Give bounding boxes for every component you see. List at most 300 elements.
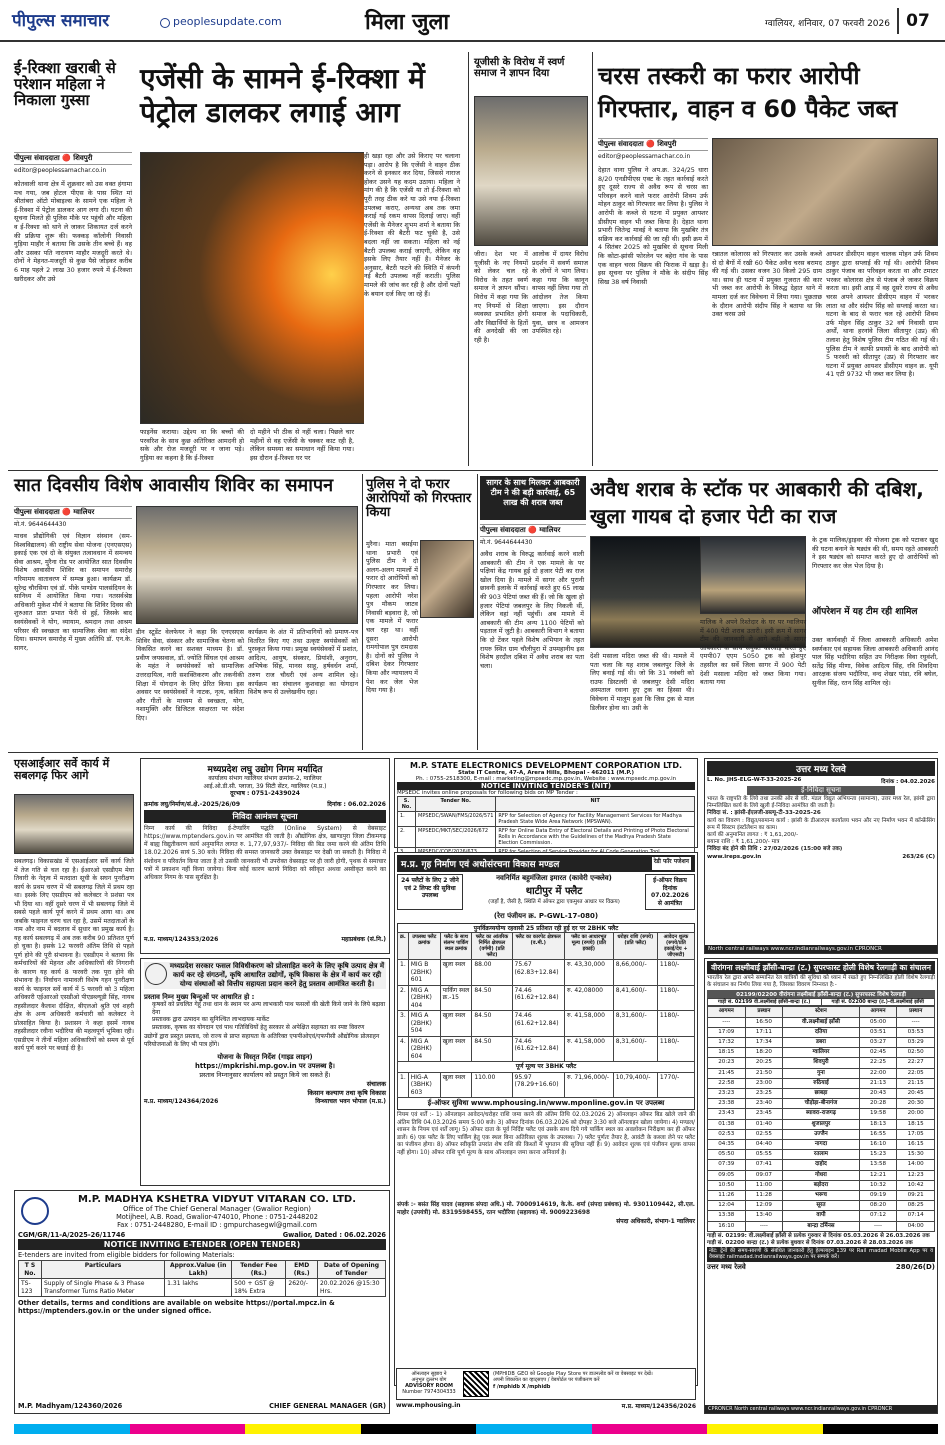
table-header: Approx.Value (in Lakh) xyxy=(165,1261,232,1279)
time-cell: 04:00 xyxy=(897,1221,935,1231)
ad-intro: MPSEDC invites online proposals for following bids on MP Tender : xyxy=(397,790,578,796)
station-cell: शिवपुरी xyxy=(783,1058,860,1068)
rail-tender-no: निविदा सं. : झांसी-ईएलजी-डब्ल्यू-टी-33-2025-26 xyxy=(707,810,821,817)
time-cell: 20:28 xyxy=(859,1099,897,1109)
time-cell: 20:25 xyxy=(745,1058,783,1068)
masthead xyxy=(0,0,945,42)
time-cell: ---- xyxy=(745,1221,783,1231)
table-row xyxy=(398,1036,695,1062)
hb-left-box: 24 फ्लैटों के लिए 2 जीने एवं 2 लिफ्ट की सुविधा उपलब्ध xyxy=(397,874,463,910)
time-cell: 20:30 xyxy=(897,1099,935,1109)
table-cell: 20.02.2026 @15:30 Hrs. xyxy=(317,1279,385,1297)
story2-column-1: जीरा। देश भर में यूजीसी के नए नियमों को लेकर चल रहे विरोध के तहत स्वर्ण समाज ने ज्ञापन सौंपा। विरोध में कहा गया कि नए नियमों से शिक्षा व्यवस्था प्रभावित होगी और विद्यार्थियों के हितों की अनदेखी की जा रही है। xyxy=(474,250,528,344)
qr-code-icon xyxy=(463,1371,489,1397)
table-cell: 75.67 (62.83+12.84) xyxy=(512,960,564,986)
table-header: Tender Fee (Rs.) xyxy=(232,1261,286,1279)
holi-special-train-ad xyxy=(704,958,938,1414)
time-cell: 17:32 xyxy=(708,1037,746,1047)
station-cell: डबरा xyxy=(783,1037,860,1047)
story6-tag: सागर के साथ मिलकर आबकारी टीम ने की बड़ी कार्रवाई, 65 लाख की शराब जब्त xyxy=(480,476,586,520)
train-b: गाड़ी सं. 02200 बान्द्रा (ट.)-वी.लक्ष्मीबाई झाँसी xyxy=(831,999,924,1005)
time-cell: 02:45 xyxy=(859,1048,897,1058)
hb-mid-1: नवनिर्मित बहुमंजिला इमारत (कावेरी एन्क्लेव) xyxy=(496,874,612,882)
table-header: फ्लैट का कारपेट क्षेत्रफल (व.मी.) xyxy=(512,933,564,960)
time-cell: 17:34 xyxy=(745,1037,783,1047)
hb-web[interactable]: ई-ऑफर सुविधा www.mphousing.in/www.mponline.gov.in पर उपलब्ध xyxy=(397,1098,695,1110)
time-cell: 15:23 xyxy=(859,1150,897,1160)
time-cell: 12:09 xyxy=(745,1201,783,1211)
time-cell: 23:45 xyxy=(745,1109,783,1119)
time-cell: 17:05 xyxy=(897,1129,935,1139)
story3-column-1: देहात थाना पुलिस ने अप.क्र. 324/25 धारा 8/20 एनडीपीएस एक्ट के तहत कार्रवाई करते हुए दूसरे राज्य से अवैध रूप से चरस का परिवहन करने वाले फरार आरोपी शिवम उर्फ मोहन ठाकुर को गिरफ्तार कर लिया है। पुलिस ने आरोपी के कब्जे से घटना में प्रयुक्त आयशर डीसीएम वाहन भी जब्त किया है। देहात थाना प्रभारी जितेन्द्र मावई ने बताया कि मुखबिर तंत्र सक्रिय कर कार्रवाई की जा रही थी। इसी क्रम में 4 सितंबर 2025 को मुखबिर से सूचना मिली कि कोटा-झांसी फोरलेन पर बहेरा गांव के पास एक वाहन चरस विक्रय की फिराक में खड़ा है। इस सूचना पर पुलिस ने मौके के संदीप सिंह सिख 38 वर्ष निवासी xyxy=(598,166,708,286)
table-row xyxy=(708,1027,935,1037)
table-cell: MPSEDC/SWAN/FMS/2026/571 xyxy=(416,812,496,827)
mpsedc-tender-ad xyxy=(394,758,698,848)
table-row xyxy=(708,1160,935,1170)
krishi-body-2: उद्योगों द्वारा प्रस्तुत प्रस्ताव, जो राज्य से प्राप्त सहायता के अतिरिक्त एफपीओएवं/एफपीसी औद्योगिक प्रोत्साहन परियोजनाओं के लिए भी पात्र होंगे। xyxy=(144,1033,380,1048)
table-cell: RFP for Selection of Agency for Facility Management Services for Madhya Pradesh State Wide Area Network (MPSWAN). xyxy=(496,812,695,827)
table-cell: 88.00 xyxy=(472,960,512,986)
table-header: फ्लैट का आधारभूत मूल्य (रुपये) (प्रति इकाई) xyxy=(564,933,613,960)
time-cell: 23:40 xyxy=(745,1099,783,1109)
table-row xyxy=(708,1088,935,1098)
hb-title: म.प्र. गृह निर्माण एवं अधोसंरचना विकास मण्डल xyxy=(401,860,560,870)
helpline-t4: Number 7974304333 xyxy=(402,1389,456,1395)
table-row xyxy=(708,1058,935,1068)
hb-subhead: पुनर्विक्रय्ययोग्य रहवासी 25 प्रतिशत रही हुई दर पर 2BHK फ्लैट xyxy=(397,923,695,932)
time-cell: 12:23 xyxy=(897,1170,935,1180)
table-cell: 74.46 (61.62+12.84) xyxy=(512,985,564,1011)
helpline-social: f /mphidb X /mphidb xyxy=(493,1383,551,1390)
table-header-row xyxy=(19,1261,386,1279)
train-foot xyxy=(707,1263,935,1272)
table-cell: खुला स्थल xyxy=(440,960,472,986)
color-swatch xyxy=(823,1424,939,1434)
table-cell: 2. xyxy=(398,827,416,848)
ad-ref: क्रमांक लघु/निर्माण/सं.क्षे.-2025/26/09 xyxy=(144,800,240,808)
table-header: फ्लैट के साथ संलग्न पार्किंग स्थल क्रमांक xyxy=(440,933,472,960)
rail-emd: बयाना राशि : ₹ 1,61,200/- मात्र xyxy=(707,839,780,846)
table-header-row xyxy=(398,797,695,812)
hb-rules: नियम एवं शर्तें :- 1) ऑनलाइन आवेदन/धरोहर राशि जमा करने की अंतिम तिथि 02.03.2026 2) ऑनलाइन ऑफर बिड खोले जाने की अंतिम तिथि 04.03.2026 समय 5:00 बजे। 3) ऑफर दिनांक 06.03.2026 को दोपहर 3:30 बजे ऑनलाइन खोला जायेगा। 4) मण्डल/शासन के नियम एवं शर्तें लागू। 5) ऑफर दाता के पूर्व निर्दिष्ट फ्लैट एवं उसके साथ दिये गये पार्किंग स्थल का अवलोकन निरीक्षण कर ही ऑफर डालें। 6) एक फ्लैट के लिए पार्किंग हेतु एक स्थल बिना अतिरिक्त शुल्क के उपलब्ध। 7) फ्लैट पूर्णतः तैयार है, आवंटी के कब्जा लेने पर फ्लैट का पंजीयन होगा। 8) ऑफर स्वीकृति उपरांत शेष राशि की किश्तों में भुगतान की सुविधा नहीं है। 9) आवेदन शुल्क एवं पंजीयन शुल्क वापस नहीं होगा। 10) ऑफर राशि पूर्ण मूल्य के साथ ऑनलाइन जमा करना अनिवार्य है। xyxy=(397,1112,695,1156)
time-cell: 18:15 xyxy=(897,1119,935,1129)
table-header: धरोहर राशि (रुपये) (प्रति फ्लैट) xyxy=(613,933,657,960)
time-cell: 21:13 xyxy=(859,1078,897,1088)
station-cell: गोधरा xyxy=(783,1170,860,1180)
byline-phone: मो.नं. 9644644430 xyxy=(14,521,67,528)
table-header: T S No. xyxy=(19,1261,42,1279)
helpline-t6: अपनी शिकायत का व्हाट्सएप / वेबपोर्टल पर पंजीकरण करें xyxy=(493,1377,600,1384)
time-cell: 09:07 xyxy=(745,1170,783,1180)
story6-headline: अवैध शराब के स्टॉक पर आबकारी की दबिश, खुला गायब दो हजार पेटी का राज xyxy=(590,477,924,528)
station-cell: शुजालपुर xyxy=(783,1119,860,1129)
table-row xyxy=(708,1037,935,1047)
table-header: आगमन xyxy=(708,1007,746,1018)
nss-camp-photo xyxy=(136,506,358,624)
story6-column-4: उक्त कार्यवाही में जिला आबकारी अधिकारी अमेश स्वर्णकार एवं सहायक जिला आबकारी अधिकारी आनंद पाल सिंह भदौरिया सहित उप निरीक्षक विवा रघुवंशी, सतेंद्र सिंह मीणा, विवेक आदित्य सिंह, रवि शिवदिया आरक्षक संजय भदौरिया, वन्द शेखर पांडा, रवि बघेल, सुनील सिंह, रतन सिंह शामिल रहे। xyxy=(812,636,938,687)
station-cell: छाबड़ा xyxy=(783,1088,860,1098)
table-row xyxy=(398,812,695,827)
website-link[interactable]: peoplesupdate.com xyxy=(173,15,282,28)
time-cell: 04:40 xyxy=(745,1139,783,1149)
story6-column-2: देशी मसाला मदिरा जब्त की थी। मामले में पता चला कि यह शराब जबलपुर जिले के लिए बनाई गई थी। जो कि 31 नवंबरी को राउफ डिस्टलरी से जबलपुर देसी मदिरा अस्पताल रवाना हुए ट्रक का हिस्सा थी। विवेचना में मालूम हुआ कि जिस ट्रक से माल डिलीवर होना था। उसी के xyxy=(590,652,694,712)
time-cell: 01:40 xyxy=(745,1119,783,1129)
hb-contact: संपर्क :- बसंत सिंह यादव (सहायक संपदा अधि.) मो. 7000914619, के.के. शर्मा (संपदा प्रबंधक) मो. 9301109442, सी.एल. माहोर (उपयंत्री) मो. 8319598455, रतन भदौरिया (सहायक) मो. 9009223698 xyxy=(397,1202,695,1216)
table-header: क्र. xyxy=(398,933,409,960)
hb-rera: (रेरा पंजीयन क्र. P-GWL-17-080) xyxy=(493,912,599,920)
time-cell: 02:55 xyxy=(745,1129,783,1139)
table-cell: 8,41,600/- xyxy=(613,985,657,1011)
mpsedc-tender-table xyxy=(397,796,695,857)
time-cell: 13:38 xyxy=(708,1211,746,1221)
table-cell: 3. xyxy=(398,1011,409,1037)
table-cell: 2620/- xyxy=(286,1279,318,1297)
hb-tag: रेडी फॉर पजेशन xyxy=(652,857,691,870)
table-row xyxy=(708,1109,935,1119)
ad-footer-left: M.P. Madhyam/124360/2026 xyxy=(18,1402,123,1410)
housing-board-ad xyxy=(394,852,698,1386)
helpline-t1: ऑनलाइन सुझाव ने xyxy=(411,1371,447,1377)
table-header: प्रस्थान xyxy=(897,1007,935,1018)
table-header: Tender No. xyxy=(416,797,496,812)
ad-phone: दूरभाष : 0751-2439024 xyxy=(230,790,300,798)
side-headline-text: ई-रिक्शा खराबी से परेशान महिला ने निकाला गुस्सा xyxy=(14,59,116,110)
helpline-t2: अनुभूत दुल्लभ योग xyxy=(411,1377,447,1383)
rail-body: भारत के राष्ट्रपति के लिये तथा उनकी ओर से वरि. मंडल विद्युत अभियन्ता (सामान्य), उत्तर मध्य रेल, झांसी द्वारा निम्नलिखित कार्य के लिये खुली ई-निविदा आमंत्रित की जाती है। xyxy=(707,796,935,810)
krishi-submit-line: प्रस्ताव निम्नानुसार कार्यालय को प्रस्तुत किये जा सकते हैं। xyxy=(199,1070,331,1079)
ad-title: M.P. STATE ELECTRONICS DEVELOPMENT CORPORATION LTD. xyxy=(409,761,683,770)
color-swatch xyxy=(245,1424,361,1434)
ad-notice-bar: NOTICE INVITING E-TENDER (OPEN TENDER) xyxy=(18,1239,386,1250)
time-cell: 22:27 xyxy=(897,1058,935,1068)
station-cell: ग्वालियर xyxy=(783,1048,860,1058)
table-cell: 1.31 lakhs xyxy=(165,1279,232,1297)
table-row xyxy=(398,1011,695,1037)
table-row xyxy=(708,1099,935,1109)
table-header-row xyxy=(708,1007,935,1018)
table-cell: 8,66,000/- xyxy=(613,960,657,986)
table-header: प्रस्थान xyxy=(745,1007,783,1018)
time-cell: 11:28 xyxy=(745,1190,783,1200)
time-cell: 10:42 xyxy=(897,1180,935,1190)
table-header: स्टेशन xyxy=(783,1007,860,1018)
table-cell: 1180/- xyxy=(657,1036,694,1062)
hb-footer-right: म.प्र. माध्यम/124356/2026 xyxy=(621,1403,696,1410)
arrest-photo xyxy=(712,138,938,246)
table-cell: MPSEDC/MKT/SEC/2026/672 xyxy=(416,827,496,848)
hb-top xyxy=(397,874,695,910)
story4-column-1: माधव प्रौद्योगिकी एवं विज्ञान संस्थान (सम-विश्वविद्यालय) की राष्ट्रीय सेवा योजना (एनएसएस) इकाई एक एवं दो के संयुक्त तत्वावधान में समन्वय सेवा आश्रम, मुरैना रोड पर आयोजित सात दिवसीय विशेष आवासीय शिविर का समापन समारोह गरिमामय वातावरण में सम्पन्न हुआ। कार्यक्रम डॉ. सुरेन्द्र चौरसिया एवं डॉ. पीके पाण्डेय पालसंदियन के सानिध्य में आयोजित किया गया। नतसर्वश्रेष्ठ अधिकारी मुकेश मौर्य ने बताया कि शिविर दिवस की शुरुआत प्रातः प्रभात फेरी से हुई, जिसके बाद स्वयंसेवकों ने योग, व्यायाम, श्रमदान तथा आश्रम परिसर की स्वच्छता का सामाजिक सेवा का संदेश दिया। समापन समारोह में मुख्य अतिथि डॉ. एन.के. सागर, xyxy=(14,532,132,652)
table-cell: 1180/- xyxy=(657,1011,694,1037)
time-cell: 07:41 xyxy=(745,1160,783,1170)
table-row xyxy=(708,1119,935,1129)
train-timetable xyxy=(707,1006,935,1232)
krishi-guideline-link[interactable]: https://mpkrishi.mp.gov.in पर उपलब्ध है। xyxy=(194,1061,335,1070)
table-cell: 500 + GST @ 18% Extra xyxy=(232,1279,286,1297)
byline-text: पीपुल्स संवाददाता 🔴 ग्वालियर xyxy=(14,506,132,519)
ad-footer-right: CHIEF GENERAL MANAGER (GR) xyxy=(269,1402,386,1410)
color-swatch xyxy=(476,1424,592,1434)
rail-web-line xyxy=(707,854,935,860)
table-row xyxy=(708,1078,935,1088)
helpline-t3: ADVISORY ROOM xyxy=(405,1383,453,1389)
laghu-udyog-tender-ad xyxy=(140,758,390,954)
train-helpline: नोट: ट्रेनों की समय-सारणी के संबंधित जानकारी हेतु हेल्पलाइन 139 पर Rail madad Mobile App पर व वेबसाइट railmadad.indianrailways.gov.in पर सम्पर्क करें। xyxy=(709,1247,933,1261)
table-header: आवेदन शुल्क (रुपये/प्रति इकाई/देय + जीएसटी) xyxy=(657,933,694,960)
table-cell: 95.97 (78.29+16.60) xyxy=(512,1072,564,1098)
story4-column-3: कार्यक्रम के अंत में प्रतिभागियों को प्रमाण-पत्र वितरित किए गए तथा उत्कृष्ट स्वयंसेवकों को पुरस्कृत किया गया। प्रमुख स्वयंसेवकों में प्रशांत, आदित्य, आयुष, संस्कार, प्रियांशी, अनुराग, अभिषेक सिंह, मानस साहू, हर्षवर्धन शर्मा, तरुण राज चौधरी एवं अन्य शामिल रहे। कार्यक्रम का संचालन कुशवाहा का योगदान विशेष रूप से उल्लेखनीय रहा। xyxy=(248,628,358,697)
story7-headline: एसआईआर सर्वे कार्य में सबलगढ़ फिर आगे xyxy=(14,757,110,782)
table-row xyxy=(398,827,695,848)
mpmkvvcl-tender-ad xyxy=(14,1190,390,1414)
table-subhead-row xyxy=(398,1062,695,1073)
rail-code: 263/26 (C) xyxy=(902,853,935,860)
ad-ref: CGM/GR/11-A/2025-26/11746 xyxy=(18,1231,126,1239)
table-row xyxy=(708,1150,935,1160)
hb-middle xyxy=(466,874,642,910)
story3-headline: चरस तस्करी का फरार आरोपी गिरफ्तार, वाहन व 60 पैकेट जब्त xyxy=(598,62,898,123)
time-cell: 10:50 xyxy=(708,1180,746,1190)
hb-mid-2: थाटीपुर में फ्लैट xyxy=(525,886,583,897)
time-cell: 18:13 xyxy=(859,1119,897,1129)
time-cell: 11:26 xyxy=(708,1190,746,1200)
rule xyxy=(8,752,938,753)
ad-foot-note: Other details, terms and conditions are available on website https://portal.mpcz.in & https://mptenders.gov.in or the under signed office. xyxy=(18,1299,335,1315)
table-header: S. No. xyxy=(398,797,416,812)
table-cell: 110.00 xyxy=(472,1072,512,1098)
color-swatch xyxy=(592,1424,708,1434)
page-number: 07 xyxy=(897,8,937,34)
table-cell: पार्किंग स्थल क्र.-15 xyxy=(440,985,472,1011)
table-cell: TS-123 xyxy=(19,1279,42,1297)
time-cell: 04:35 xyxy=(708,1139,746,1149)
table-cell: रु. 41,58,000 xyxy=(564,1036,613,1062)
rule xyxy=(477,474,478,750)
train-direction-row xyxy=(707,998,935,1006)
rule xyxy=(592,52,593,466)
helpline-box xyxy=(396,1368,696,1400)
ad-title: M.P. MADHYA KSHETRA VIDYUT VITARAN CO. LTD. xyxy=(77,1194,357,1205)
hb-mid-3: (जहाँ है, जैसी है, स्थिति में ऑफर द्वारा एकमुश्त आधार पर विक्रय) xyxy=(488,899,620,905)
time-cell: 22:25 xyxy=(859,1058,897,1068)
color-swatch xyxy=(361,1424,477,1434)
table-cell: RFP for Online Data Entry of Electoral Details and Printing of Photo Electoral Rolls in Accordance with the Guidelines of the Madhya Pradesh State Election Commission. xyxy=(496,827,695,848)
time-cell: 19:58 xyxy=(859,1109,897,1119)
table-header: फ्लैट का आंतरिक निर्मित क्षेत्रफल (वर्गमी) (प्रति फ्लैट) xyxy=(472,933,512,960)
time-cell: 02:53 xyxy=(708,1129,746,1139)
rail-subtitle: ई-निविदा सूचना xyxy=(747,786,895,795)
time-cell: 23:38 xyxy=(708,1099,746,1109)
krishi-guideline: योजना के विस्तृत निर्देश (गाइड लाइन) xyxy=(217,1052,313,1061)
story2-headline: यूजीसी के विरोध में स्वर्ण समाज ने ज्ञापन दिया xyxy=(474,57,565,79)
side-headline xyxy=(14,60,132,152)
table-cell: 84.50 xyxy=(472,1036,512,1062)
station-cell: उज्जैन xyxy=(783,1129,860,1139)
byline-text: पीपुल्स संवाददाता 🔴 शिवपुरी xyxy=(598,138,708,151)
station-cell: चौड़ोड़ा-बीनागंज xyxy=(783,1099,860,1109)
station-cell: गुना xyxy=(783,1068,860,1078)
color-swatch xyxy=(707,1424,823,1434)
table-row xyxy=(708,1221,935,1231)
time-cell: 13:40 xyxy=(745,1211,783,1221)
table-cell: 10,79,400/- xyxy=(613,1072,657,1098)
train-note-2: गाड़ी सं. 02200 बान्द्रा (ट.) से प्रत्येक बुधवार से दिनांक 07.03.2026 से 28.03.2026 तक xyxy=(707,1239,913,1246)
time-cell: 09:21 xyxy=(897,1190,935,1200)
hb-title-bar xyxy=(397,855,695,872)
table-cell: 1180/- xyxy=(657,960,694,986)
table-cell: 84.50 xyxy=(472,1011,512,1037)
table-cell: रु. 42,08000 xyxy=(564,985,613,1011)
ad-footer xyxy=(18,1402,386,1410)
story3-column-2: रन्नातल कोलारस को गिरफ्तार कर उसके कब्जे से दो बैगों में रखी 60 पैकेट अवैध चरस बरामद की गई थी। उसका वजन 30 किलो 295 ग्राम था। साथ ही घटना में प्रयुक्त गुजरात की कार भी जब्त कर आरोपी के विरुद्ध देहात थाने में मामला दर्ज कर विवेचना में लिया गया। पूछताछ के दौरान आरोपी संदीप सिंह ने बताया था कि उक्त चरस उसे xyxy=(712,250,822,319)
krishi-emblem-icon xyxy=(145,963,167,985)
table-row xyxy=(708,1180,935,1190)
train-foot-text: उत्तर मध्य रेलवे xyxy=(707,1262,746,1271)
table-cell: खुला स्थल xyxy=(440,1011,472,1037)
rail-header-bar: उत्तर मध्य रेलवे xyxy=(707,761,935,776)
story4-column-2: डीन स्टूडेंट वेलफेयर ने कहा कि एनएसएस शिविर सेवा, संस्कार और सामाजिक चेतना को विकसित करने का सशक्त माध्यम है। डॉ. प्रवीण जयसवाल, डॉ. ज्योति सिंघल एवं आश्रम के महंत ने स्वयंसेवकों को सामाजिक उत्तरदायित्व, नारी सशक्तिकरण और तकनीकी शिक्षा में योगदान के लिए प्रेरित किया। इस अवसर पर स्वयंसेवकों ने नाटक, नृत्य, कविता और गीतों के माध्यम से स्वच्छता, योग, नशामुक्ति और डिजिटल साक्षरता पर संदेश दिए। xyxy=(136,628,244,722)
issue-date: ग्वालियर, शनिवार, 07 फरवरी 2026 xyxy=(765,19,890,29)
station-cell: रतलाम xyxy=(783,1150,860,1160)
krishi-footer-right: विन्ध्याचल भवन भोपाल (म.प्र.) xyxy=(315,1097,386,1105)
hb-office: संपदा अधिकारी, संभाग-1 ग्वालियर xyxy=(616,1218,695,1226)
station-cell: ब्यावरा-राजगढ़ xyxy=(783,1109,860,1119)
rail-ref: L. No. JHS-ELG-W-T-33-2025-26 xyxy=(707,777,802,783)
rail-website[interactable]: www.ireps.gov.in xyxy=(707,853,762,860)
table-cell: 1180/- xyxy=(657,985,694,1011)
train-ad-body: भारतीय रेल द्वारा अपने सम्मानित रेल यात्रियों की सुविधा को ध्यान में रखते हुए निम्नलिखित होली विशेष रेलगाड़ी के संचालन का निर्णय लिया गया है, जिसका विवरण निम्नवत है:- xyxy=(707,975,935,988)
time-cell: 12:04 xyxy=(708,1201,746,1211)
ad-notice-bar: निविदा आमंत्रण सूचना xyxy=(144,810,386,823)
table-cell: 8,31,600/- xyxy=(613,1036,657,1062)
table-row xyxy=(708,1068,935,1078)
story1-right-column: ही खड़ा रहा और उसे किराए पर चलाना पड़ा। आरोप है कि एजेंसी ने वाहन ठीक करने से इनकार कर दिया, जिससे नाराज होकर उसने यह कदम उठाया। महिला ने मांग की है कि एजेंसी या तो ई-रिक्शा को पूरी तरह ठीक करे या उसे नया ई-रिक्शा उपलब्ध कराए, अन्यथा अब तक जमा कराई गई रकम वापस दिलाई जाए। वहीं एजेंसी के मैनेजर शुभम शर्मा ने बताया कि ई-रिक्शा की बैटरी फट चुकी है, उसे बदला नहीं जा सकता। महिला को नई बैटरी उपलब्ध कराई जाएगी, लेकिन वह इसके लिए तैयार नहीं है। मैनेजर के अनुसार, बैटरी फटने की स्थिति में कंपनी नई बैटरी उपलब्ध नहीं कराती। पुलिस मामले की जांच कर रही है और दोनों पक्षों के बयान दर्ज किए जा रहे हैं। xyxy=(364,152,460,468)
hb-footer xyxy=(396,1402,696,1414)
time-cell: 16:15 xyxy=(897,1139,935,1149)
time-cell: 18:20 xyxy=(745,1048,783,1058)
rail-closing: निविदा बंद होने की तिथि : 27/02/2026 (15:00 बजे तक) xyxy=(707,846,843,853)
police-arrest-photo xyxy=(420,540,474,618)
time-cell: 07:14 xyxy=(897,1211,935,1221)
byline-text: पीपुल्स संवाददाता 🔴 ग्वालियर xyxy=(480,524,586,537)
table-subhead: पूर्ण मूल्य पर 3BHK फ्लैट xyxy=(398,1062,695,1073)
table-cell: MIG B (2BHK) 601 xyxy=(408,960,440,986)
krishi-dept: किसान कल्याण तथा कृषि विकास xyxy=(307,1088,386,1097)
byline-email: editor@peoplessamachar.co.in xyxy=(14,167,107,174)
time-cell: 13:58 xyxy=(859,1160,897,1170)
mpmkvvcl-logo-icon xyxy=(21,1197,49,1225)
krishi-footer xyxy=(144,1097,386,1105)
time-cell: ---- xyxy=(897,1017,935,1027)
time-cell: 11:00 xyxy=(745,1180,783,1190)
table-cell: Supply of Single Phase & 3 Phase Transformer Turns Ratio Meter xyxy=(42,1279,165,1297)
time-cell: 07:12 xyxy=(859,1211,897,1221)
byline-text: पीपुल्स संवाददाता 🔴 शिवपुरी xyxy=(14,152,132,165)
time-cell: 01:38 xyxy=(708,1119,746,1129)
table-row xyxy=(19,1279,386,1297)
krishi-point-2: प्रस्तावक द्वारा उत्पादन का सुनिश्चित लाभदायक मार्केट xyxy=(152,1016,270,1024)
story3-byline xyxy=(598,138,708,162)
time-cell: 09:19 xyxy=(859,1190,897,1200)
ad-contact: Fax : 0751-2448280, E-mail ID : gmpurchasegwl@gmail.com xyxy=(117,1221,317,1229)
table-header: उपलब्ध फ्लैट क्रमांक xyxy=(408,933,440,960)
story4-headline: सात दिवसीय विशेष आवासीय शिविर का समापन xyxy=(14,475,334,496)
ad-refline xyxy=(144,800,386,808)
station-cell: दतिया xyxy=(783,1027,860,1037)
time-cell: 15:30 xyxy=(897,1150,935,1160)
table-row xyxy=(708,1211,935,1221)
train-foot-code: 280/26(D) xyxy=(895,1262,935,1271)
time-cell: 10:32 xyxy=(859,1180,897,1190)
story1-column-1: कोतवाली थाना क्षेत्र में शुक्रवार को उस वक्त हंगामा मच गया, जब होटल पीएस के पास स्थित मां श्रीतांबरा ऑटो मोबाइल्स के सामने एक महिला ने ई-रिक्शा में पेट्रोल डालकर आग लगा दी। घटना की सूचना मिलते ही पुलिस मौके पर पहुंची और महिला व ई-रिक्शा को थाने ले जाकर शिकायत दर्ज करने की प्रक्रिया शुरू की। फक्कड़ कॉलोनी निवासी गुड़िया माहौर ने बताया कि उसके तीन बच्चे हैं। वह और उसका पति नारायण माहौर मजदूरी करते थे। दोनों ने मेहनत-मजदूरी से कुछ पैसे जोड़कर करीब 6 माह पहले 2 लाख 30 हजार रुपये में ई-रिक्शा खरीदकर और उसे xyxy=(14,180,132,283)
rail-date: दिनांक : 04.02.2026 xyxy=(881,779,935,785)
hb-footer-left[interactable]: www.mphousing.in xyxy=(396,1402,461,1409)
sir-survey-photo xyxy=(14,794,134,854)
ad-address: Motijheel, A.B. Road, Gwalior-474010, Phone : 0751-2448202 xyxy=(116,1213,318,1221)
story7-column: सबलगढ़। विकासखंड में एसआईआर सर्वे कार्य जिले में तेज गति से चल रहा है। ईआरओ एसडीएम मेघा तिवारी के नेतृत्व में मतदाता सूची के सघन पुनरीक्षण कार्य के प्रथम चरण में भी सबलगढ़ जिले में प्रथम रहा था। इसके लिए एसडीएम को कलेक्टर ने प्रशंसा पत्र भी दिया था। वहीं दूसरे चरण में भी सबलगढ़ जिले में सबसे पहले कार्य पूर्ण करने में प्रथम आया था। अब जबकि फाइनल चरण चल रहा है, उसमें मतदाताओं के नाम और नाम में बदलाव में सुधार का प्रमुख कार्य है। यह कार्य सबलगढ़ में अब तक करीब 90 प्रतिशत पूर्ण हो चुका है। इसके 12 फरवरी अंतिम तिथि से पहले पूर्ण होने की पूरी संभावना है। एसडीएम ने बताया कि कर्मचारियों की मेहनत और अधिकारियों की निगरानी के कारण यह कार्य 8 फरवरी तक पूरा होने की संभावना है। निर्वाचन नामावली विशेष गहन पुनरीक्षण कार्य के फाइनल सर्वे कार्य में 5 फरवरी को 3 महिला अधिकारी एईआरओ एसडीओ पीएडब्ल्यूडी सिंह, नायब तहसीलदार कैलाश दीक्षित, बीएलओ श्रुति एवं शहरी क्षेत्र के अन्य अधिकारी कर्मचारी को कलेक्टर ने प्रोत्साहित किया है। प्रशासन ने कहा इसमें नायब तहसीलदार रवीना भदौरिया की महत्वपूर्ण भूमिका रही। एसडीएम ने तीनों महिला अधिकारियों को समय से पूर्व कार्य पूर्ण करने पर बधाई दी है। xyxy=(14,858,134,1052)
ad-refline xyxy=(18,1231,386,1239)
time-cell: 17:09 xyxy=(708,1027,746,1037)
ad-date: दिनांक : 06.02.2026 xyxy=(327,800,386,808)
station-cell: बड़ोदरा xyxy=(783,1180,860,1190)
krishi-footer-left: म.प्र. माध्यम/124364/2026 xyxy=(144,1097,219,1105)
table-cell: खुला स्थल xyxy=(440,1072,472,1098)
story1-column-2: फाइनेंस कराया। उद्देश्य था कि बच्चों की परवरिश के साथ कुछ अतिरिक्त आमदनी हो सके और रोज मजदूरी पर न जाना पड़े। गुड़िया का कहना है कि ई-रिक्शा xyxy=(140,428,244,462)
story2-column-2: आलोक में दायर विरोध प्रदर्शन में सवर्ण समाज के लोगों ने भाग लिया। कहा गया कि कानून वापस नहीं लिया गया तो आंदोलन तेज किया जाएगा। इस दौरान समाज के पदाधिकारी, युवा, छात्र व आमजन उपस्थित रहे। xyxy=(532,250,588,336)
table-cell: 1. xyxy=(398,960,409,986)
time-cell: 22:00 xyxy=(859,1068,897,1078)
helpline-right xyxy=(493,1371,693,1397)
krishi-signatory: संचालक xyxy=(366,1079,386,1088)
ad-address: कार्यालय संभाग ग्वालियर संभाग क्रमांक-2, ग्वालियर xyxy=(208,775,322,782)
color-swatch xyxy=(130,1424,246,1434)
newspaper-logo: पीपुल्स समाचार xyxy=(12,11,110,31)
train-social-bar: CPRONCR North central railways www.ncr.indianrailways.gov.in CPRONCR xyxy=(705,1405,937,1413)
table-cell: 2. xyxy=(398,985,409,1011)
table-cell: रु. 43,30,000 xyxy=(564,960,613,986)
time-cell: 20:00 xyxy=(897,1109,935,1119)
time-cell: 16:55 xyxy=(859,1129,897,1139)
table-row xyxy=(398,960,695,986)
hb-right-box: ई-ऑफर विक्रय दिनांक 07.02.2026 से आमंत्रित xyxy=(645,874,695,910)
table-cell: 1770/- xyxy=(657,1072,694,1098)
table-header: NIT xyxy=(496,797,695,812)
table-row xyxy=(708,1017,935,1027)
time-cell: 20:45 xyxy=(897,1088,935,1098)
table-row xyxy=(708,1201,935,1211)
helpline-left xyxy=(399,1371,459,1397)
color-swatch xyxy=(14,1424,130,1434)
table-row xyxy=(398,985,695,1011)
krishi-points-head: प्रस्ताव निम्न मुख्य बिन्दुओं पर आधारित हो : xyxy=(144,993,255,1001)
station-cell: नागदा xyxy=(783,1139,860,1149)
time-cell: 20:23 xyxy=(708,1058,746,1068)
byline-phone: मो.नं. 9644644430 xyxy=(480,539,533,546)
rule xyxy=(8,470,938,471)
time-cell: 08:25 xyxy=(897,1201,935,1211)
ad-footer-right: महाप्रबंधक (सं.नि.) xyxy=(341,935,386,943)
table-cell: MIG A (2BHK) 504 xyxy=(408,1011,440,1037)
ad-subtitle: Office of The Chief General Manager (Gwalior Region) xyxy=(123,1205,311,1213)
rail-work: कार्य का विवरण : विद्युत/सामान्य कार्य : झांसी के डीआरएम कार्यालय भवन और नए निर्माण भवन में कॉन्फ्रेंसिंग रूम में सिस्टम इंस्टॉलेशन का काम। xyxy=(707,817,935,831)
time-cell: 23:23 xyxy=(708,1088,746,1098)
rail-refline xyxy=(707,777,935,785)
story6-column-5: मालिक ने अपने रिश्तेदार के घर पर ग्वालियर में 400 पेटी शराब उतारी। इसी क्रम में सागर टीम की जानकारी से आगे बढ़ी तो सागर आबकारी के साथ संयुक्त कार्रवाई करते हुए एमपी07 एएम 5050 ट्रक को होशपुर तहसील का सर्वे जिला सागर में 900 पेटी देशी मसाला मदिरा को जब्त किया गया। बताया गया xyxy=(700,618,806,687)
time-cell: 05:00 xyxy=(859,1017,897,1027)
table-header: Particulars xyxy=(42,1261,165,1279)
ad-address: State IT Centre, 47-A, Arera Hills, Bhopal - 462011 (M.P.) xyxy=(457,770,635,776)
time-cell: 03:51 xyxy=(859,1027,897,1037)
